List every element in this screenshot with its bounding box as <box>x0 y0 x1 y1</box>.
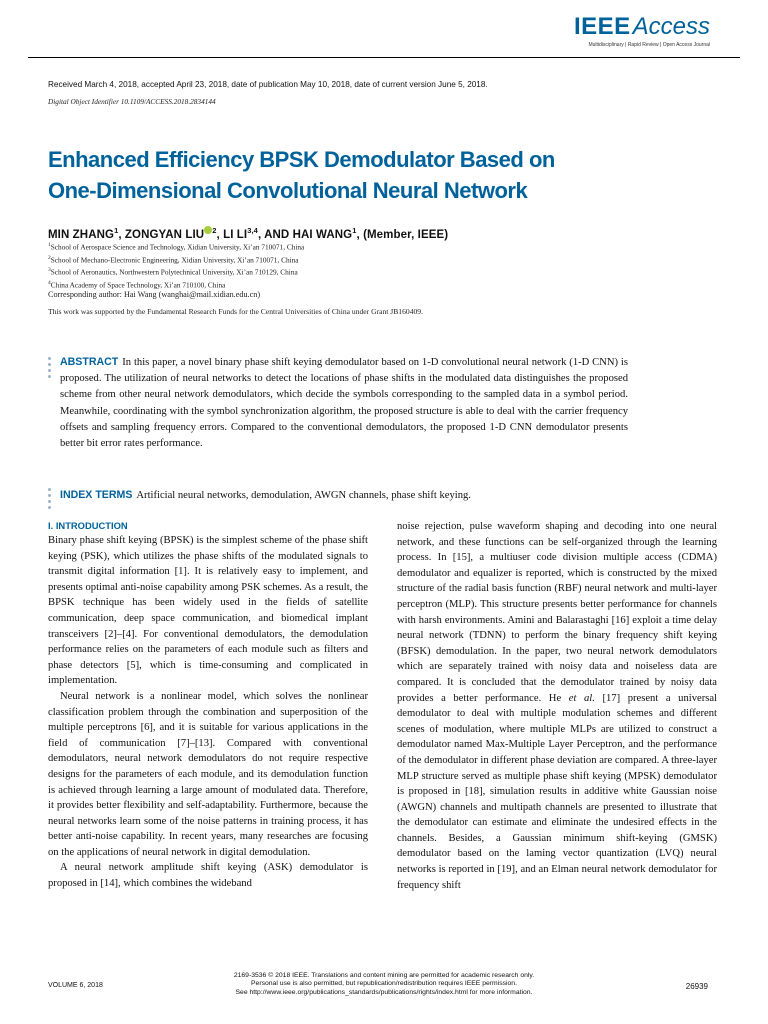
received-dates: Received March 4, 2018, accepted April 23, 2018, date of publication May 10, 2018, date of current version June 5, 2018. <box>48 80 488 89</box>
footer-volume: VOLUME 6, 2018 <box>48 982 103 989</box>
header-divider <box>28 57 740 58</box>
funding-note: This work was supported by the Fundamental Research Funds for the Central Universities of China under Grant JB160409. <box>48 307 423 316</box>
index-terms-marker-icon <box>48 488 54 512</box>
intro-paragraph-3: A neural network amplitude shift keying (ASK) demodulator is proposed in [14], which combines the wideband <box>48 862 368 890</box>
affiliation-item: $^2$School of Mechano-Electronic Engineering, Xidian University, Xi’an 710071, China <box>48 254 299 265</box>
body-column-right <box>397 519 717 893</box>
doi: Digital Object Identifier 10.1109/ACCESS.2018.2834144 <box>48 97 216 106</box>
ieee-access-logo: IEEEAccess <box>573 13 710 40</box>
affiliation-item: $^1$School of Aerospace Science and Technology, Xidian University, Xi’an 710071, China <box>48 242 305 252</box>
intro-paragraph-2: Neural network is a nonlinear model, which solves the nonlinear classification problem through the combination and superposition of the multiple perceptrons [6], and it is suitable for various applications in the field of communication [7]–[13]. Compared with conventional demodulators, neural network demodulators do not require respective designs for the parameters of each module, and its demodulation function is achieved through learning a large amount of modulated data. Therefore, it provides better flexibility and self-adaptability. Furthermore, because the neural networks learn some of the noise patterns in training process, it has better anti-noise capability. In recent years, many researches are focusing on the applications of neural network in digital demodulation. <box>48 690 368 858</box>
abstract-heading: ABSTRACT <box>60 356 119 368</box>
index-terms-text: Artificial neural networks, demodulation, AWGN channels, phase shift keying. <box>136 490 471 501</box>
intro-paragraph-3-continued: noise rejection, pulse waveform shaping and decoding into one neural network, and these functions can be self-organized through the learning process. In [15], a multiuser code division multiple access (CDMA) demodulator and equalizer is reported, which is constructed by the mixed structure of the radial basis function (RBF) neural network and multi-layer perceptron (MLP). This structure presents better performance for channels with harsh environments. Amini and Balarastaghi [16] exploit a time delay neural network (TDNN) to perform the binary frequency shift keying (BFSK) demodulation. In the paper, two neural network demodulators which are separately trained with noisy data and noiseless data are compared. It is concluded that the demodulator trained by noisy data provides a better performance. He et al. [17] present a universal demodulator to deal with multiple modulation schemes and different scenes of modulation, where multiple MLPs are utilized to construct a demodulator named Max-Multiple Layer Perceptron, and the performance of the demodulator in different phase deviation are compared. A three-layer MLP structure served as multiple phase shift keying (MPSK) demodulator is proposed in [18], simulation results in additive white Gaussian noise (AWGN) channels and multipath channels are presented to illustrate that the demodulator can estimate and eliminate the undesired effects in the channels. Besides, a Gaussian minimum shift-keying (GMSK) demodulator based on the laming vector quantization (LVQ) neural networks is reported in [19], and an Elman neural network demodulator for frequency shift <box>397 521 717 891</box>
page-number: 26939 <box>685 982 708 991</box>
affiliation-item: $^3$School of Aeronautics, Northwestern Polytechnical University, Xi’an 710129, China <box>48 267 298 277</box>
affiliations <box>48 240 304 291</box>
title-line-2: One-Dimensional Convolutional Neural Network <box>48 178 528 203</box>
index-terms <box>60 488 660 503</box>
author-list: MIN ZHANG$^1$, ZONGYAN LIU $^2$, LI LI$^{3,4}$, AND HAI WANG$^1$, (Member, IEEE) <box>48 226 449 241</box>
index-terms-heading: INDEX TERMS <box>60 489 133 501</box>
orcid-icon[interactable] <box>204 226 212 234</box>
corresponding-author: Corresponding author: Hai Wang (wanghai@mail.xidian.edu.cn) <box>48 290 261 299</box>
intro-paragraph-1: Binary phase shift keying (BPSK) is the simplest scheme of the phase shift keying (PSK), which utilizes the phase shifts of the modulated signals to transmit digital information [1]. It is relatively easy to implement, and presents optimal anti-noise capability among PSK schemes. As a result, the BPSK technique has been widely used in the fields of satellite communication, deep space communication, and biomedical implant transceivers [2]–[4]. For conventional demodulators, the demodulation performance relies on the parameters of each module such as filters and phase detectors [5], which is time-consuming and complicated in implementation. <box>48 535 368 687</box>
abstract <box>60 354 628 452</box>
title-line-1: Enhanced Efficiency BPSK Demodulator Based on <box>48 147 555 172</box>
section-heading-introduction: I. INTRODUCTION <box>48 520 128 531</box>
abstract-text: In this paper, a novel binary phase shift keying demodulator based on 1-D convolutional neural network (1-D CNN) is proposed. The utilization of neural networks to detect the locations of phase shifts in the modulated data distinguishes the proposed scheme from other neural network demodulators, which decide the symbols corresponding to the sampled data in a symbol period. Meanwhile, coordinating with the symbol synchronization algorithm, the proposed structure is able to deal with the carrier frequency offsets and sampling frequency errors. Compared to the conventional demodulators, the proposed 1-D CNN demodulator presents better bit error rates performance. <box>60 357 628 450</box>
affiliation-item: $^4$China Academy of Space Technology, Xi’an 710100, China <box>48 279 226 290</box>
body-column-left <box>48 519 368 892</box>
journal-brand <box>574 14 710 48</box>
abstract-marker-icon <box>48 357 54 381</box>
journal-tagline: Multidisciplinary | Rapid Review | Open Access Journal <box>588 42 710 48</box>
paper-title <box>48 144 688 206</box>
footer-copyright: 2169-3536 © 2018 IEEE. Translations and content mining are permitted for academic research only. Personal use is also permitted, but republication/redistribution requires IEEE permission. See http://www.ieee.org/publications_standards/publications/rights/index.html for more information. <box>233 972 535 996</box>
